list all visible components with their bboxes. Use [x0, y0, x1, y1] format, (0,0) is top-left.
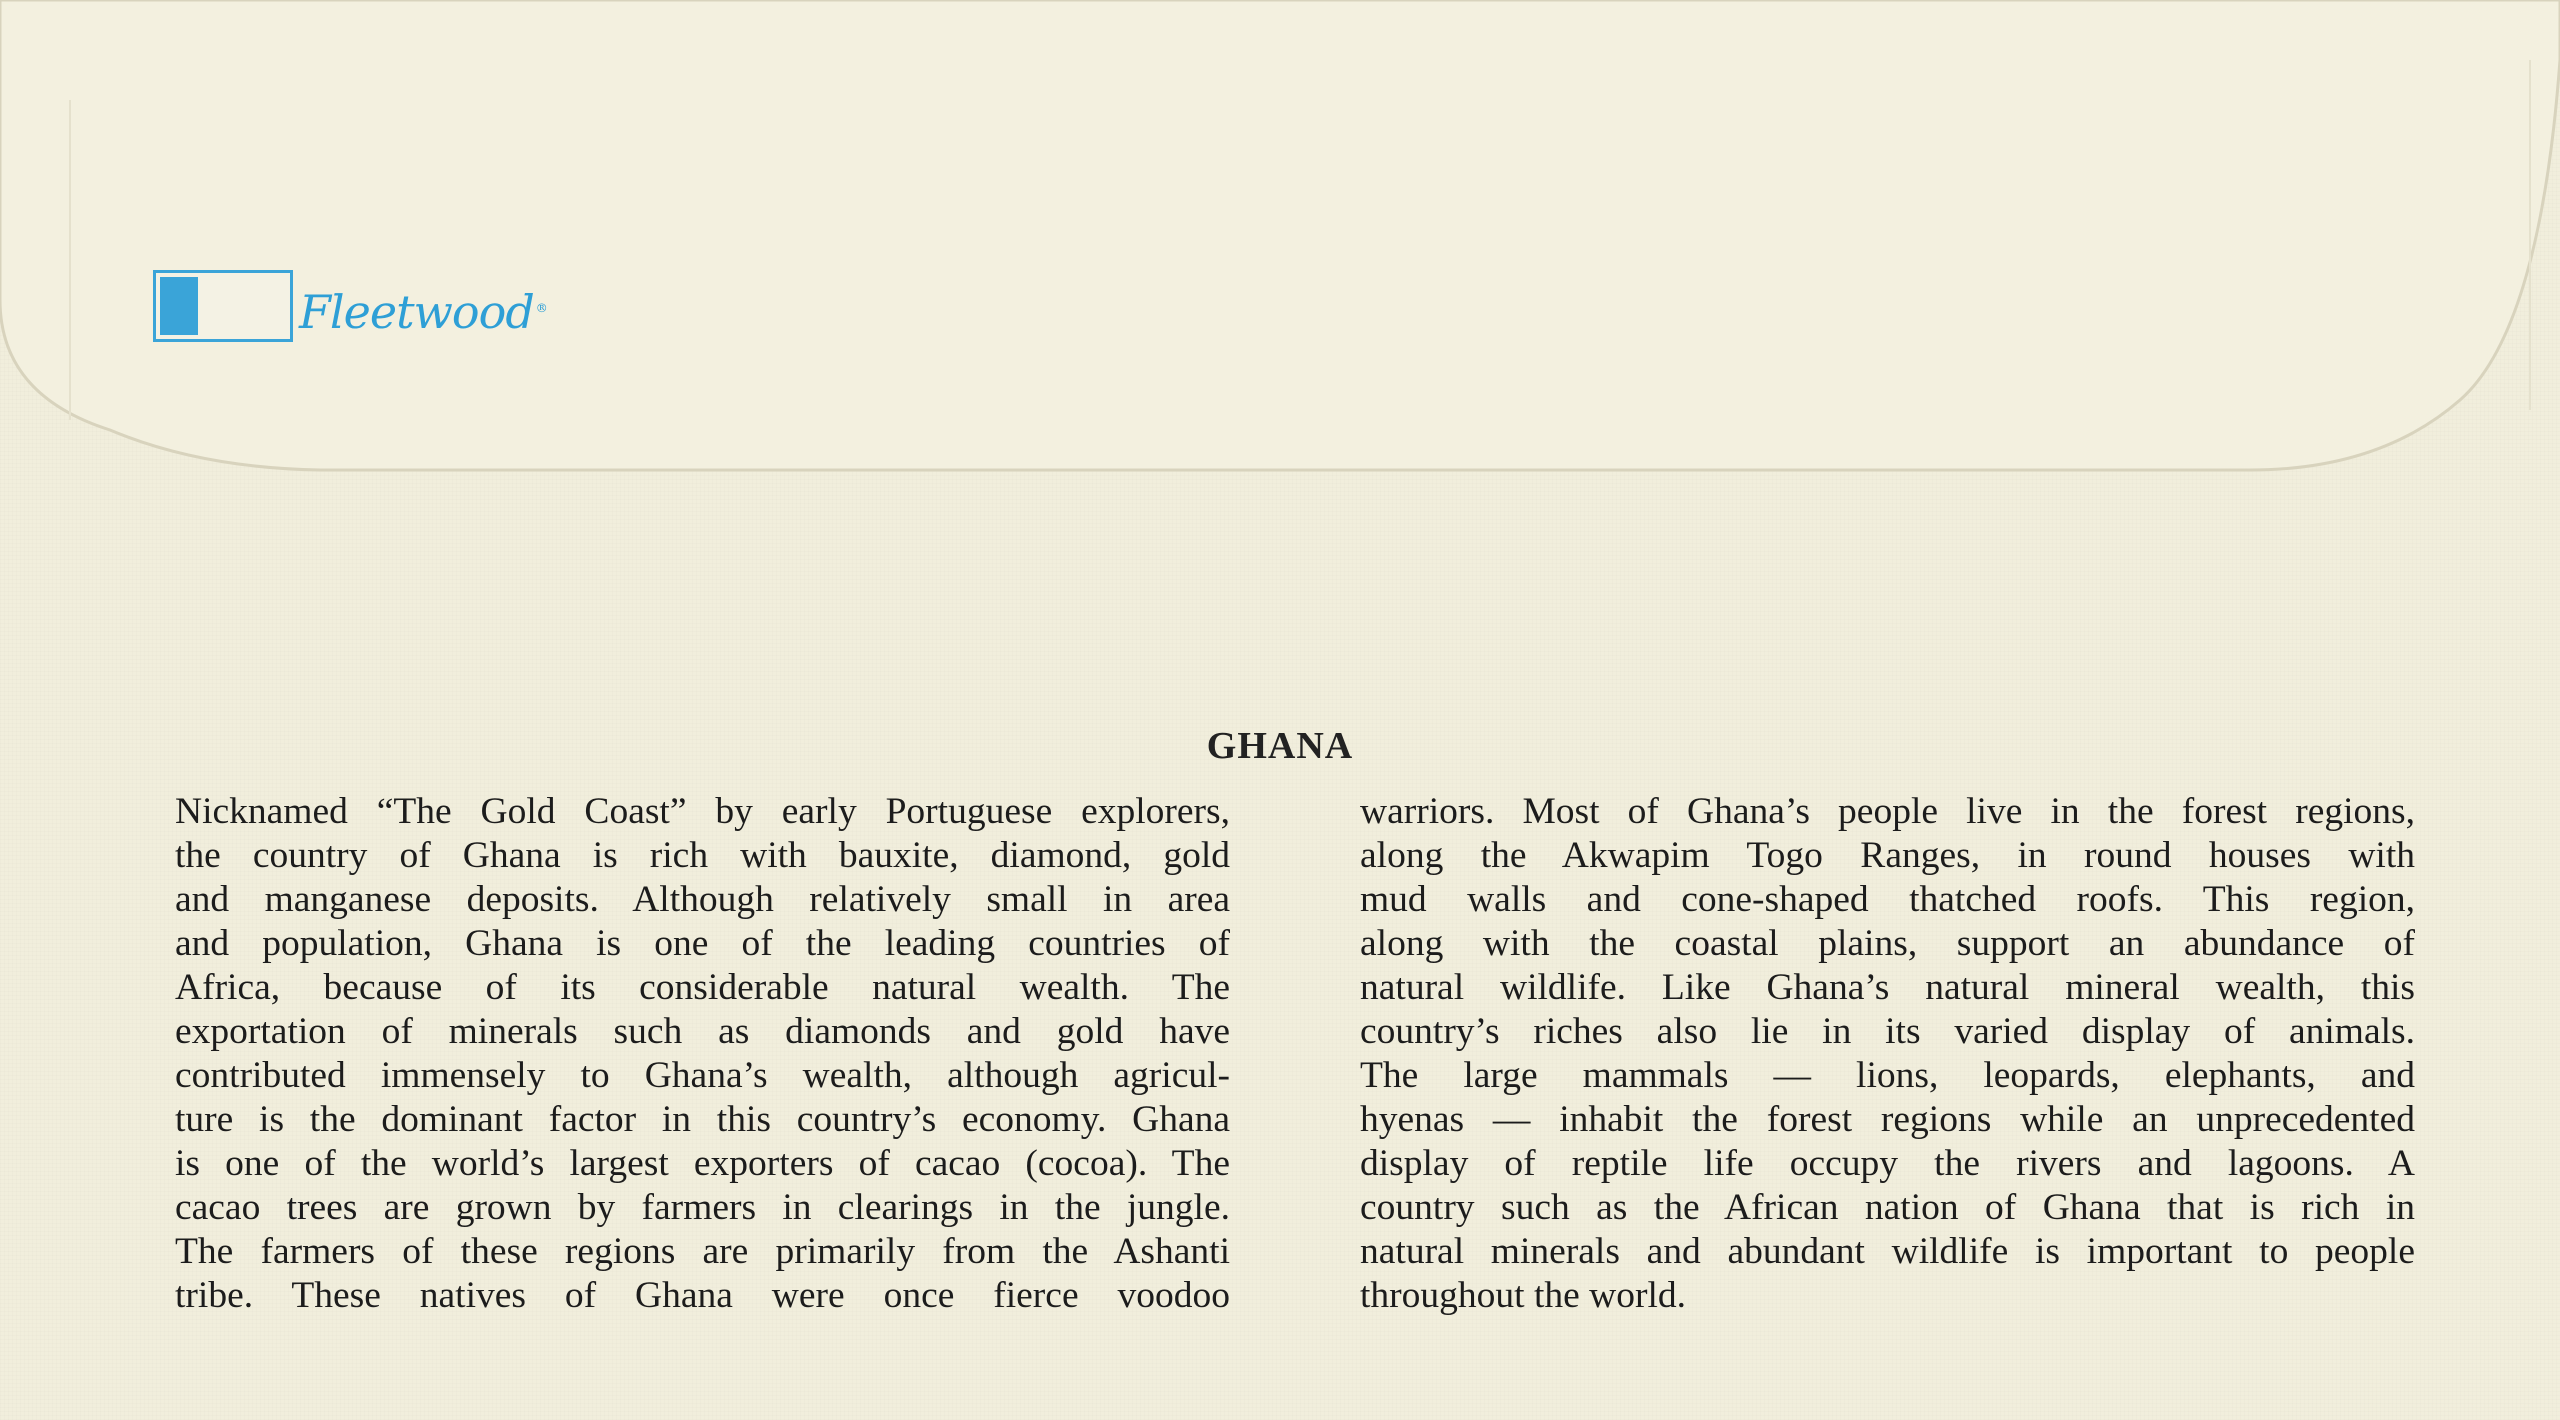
envelope-flap: [0, 0, 2560, 520]
paragraph-line: is one of the world’s largest exporters of cacao (cocoa). The: [175, 1143, 1230, 1184]
paragraph-line: country’s riches also lie in its varied display of animals.: [1360, 1011, 2415, 1052]
logo-wordmark: [299, 285, 547, 339]
page-title: GHANA: [1206, 725, 1354, 767]
paragraph-line: The farmers of these regions are primarily from the Ashanti: [175, 1231, 1230, 1272]
paragraph-line: exportation of minerals such as diamonds and gold have: [175, 1011, 1230, 1052]
paragraph-line: warriors. Most of Ghana’s people live in the forest regions,: [1360, 791, 2415, 832]
paragraph-line: cacao trees are grown by farmers in clearings in the jungle.: [175, 1187, 1230, 1228]
paragraph-line: throughout the world.: [1360, 1275, 1687, 1316]
paragraph-line: contributed immensely to Ghana’s wealth, although agricul-: [175, 1055, 1230, 1096]
paragraph-line: Nicknamed “The Gold Coast” by early Portuguese explorers,: [175, 791, 1230, 832]
paragraph-line: along with the coastal plains, support an abundance of: [1360, 923, 2415, 964]
logo-box-icon: [153, 270, 293, 342]
paragraph-line: The large mammals — lions, leopards, elephants, and: [1360, 1055, 2415, 1096]
paragraph-line: Africa, because of its considerable natural wealth. The: [175, 967, 1230, 1008]
paragraph-line: natural wildlife. Like Ghana’s natural mineral wealth, this: [1360, 967, 2415, 1008]
paragraph-line: and manganese deposits. Although relatively small in area: [175, 879, 1230, 920]
paragraph-line: ture is the dominant factor in this country’s economy. Ghana: [175, 1099, 1230, 1140]
logo-box-fill: [160, 277, 198, 335]
paragraph-line: display of reptile life occupy the rivers and lagoons. A: [1360, 1143, 2415, 1184]
paragraph-line: along the Akwapim Togo Ranges, in round houses with: [1360, 835, 2415, 876]
text-column-right: [1360, 790, 2415, 1318]
text-column-left: [175, 790, 1230, 1318]
paragraph-line: natural minerals and abundant wildlife is important to people: [1360, 1231, 2415, 1272]
logo-name: Fleetwood: [299, 285, 534, 339]
paragraph-line: and population, Ghana is one of the leading countries of: [175, 923, 1230, 964]
paragraph-line: mud walls and cone-shaped thatched roofs. This region,: [1360, 879, 2415, 920]
paragraph-line: hyenas — inhabit the forest regions while an unprecedented: [1360, 1099, 2415, 1140]
fleetwood-logo: [153, 270, 547, 342]
paragraph-line: country such as the African nation of Ghana that is rich in: [1360, 1187, 2415, 1228]
paragraph-line: the country of Ghana is rich with bauxite, diamond, gold: [175, 835, 1230, 876]
paragraph-line: tribe. These natives of Ghana were once fierce voodoo: [175, 1275, 1230, 1316]
registered-mark: ®: [535, 300, 547, 315]
